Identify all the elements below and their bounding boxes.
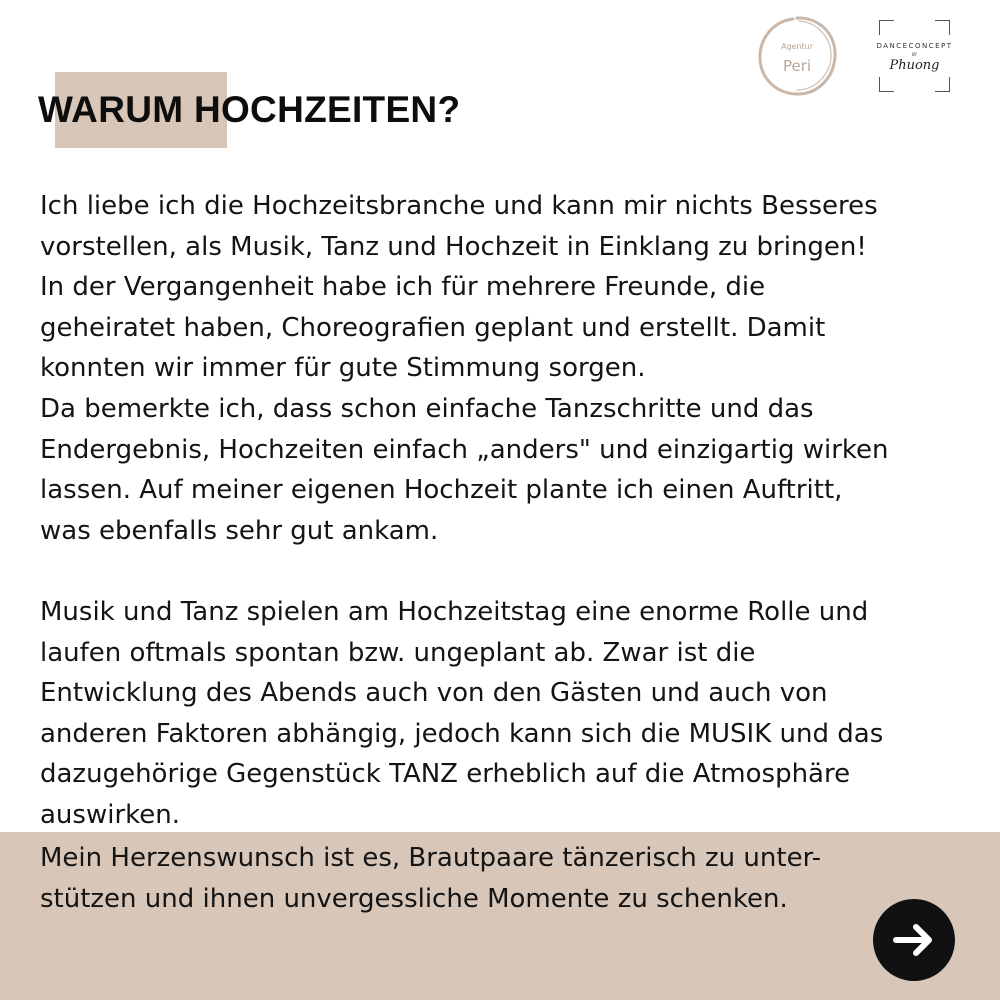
logo-danceconcept-by: BY bbox=[912, 52, 917, 57]
closing-line: stützen und ihnen unvergessliche Momente zu schenken. bbox=[40, 883, 788, 914]
paragraph-1-line: In der Vergangenheit habe ich für mehrere Freunde, die bbox=[40, 272, 766, 303]
logo-frame-corner bbox=[879, 77, 894, 92]
logo-danceconcept-signature: Phuong bbox=[889, 58, 940, 73]
danceconcept-logo bbox=[867, 20, 962, 92]
paragraph-1-line: konnten wir immer für gute Stimmung sorgen. bbox=[40, 353, 646, 384]
paragraph-2-line: anderen Faktoren abhängig, jedoch kann sich die MUSIK und das bbox=[40, 718, 884, 749]
paragraph-1-line: Endergebnis, Hochzeiten einfach „anders" und einzigartig wirken bbox=[40, 434, 889, 465]
paragraph-1-line: was ebenfalls sehr gut ankam. bbox=[40, 515, 439, 546]
logo-frame-corner bbox=[935, 20, 950, 35]
paragraph-2-line: dazugehörige Gegenstück TANZ erheblich auf die Atmosphäre bbox=[40, 759, 851, 790]
paragraph-1-line: geheiratet haben, Choreografien geplant und erstellt. Damit bbox=[40, 312, 826, 343]
paragraph-1-line: Ich liebe ich die Hochzeitsbranche und kann mir nichts Besseres bbox=[40, 191, 878, 221]
page-title: WARUM HOCHZEITEN? bbox=[38, 89, 461, 130]
logo-frame-corner bbox=[879, 20, 894, 35]
paragraph-gap bbox=[40, 551, 980, 592]
logo-frame-corner bbox=[935, 77, 950, 92]
paragraph-1-line: Da bemerkte ich, dass schon einfache Tanzschritte und das bbox=[40, 393, 814, 424]
paragraph-2-line: laufen oftmals spontan bzw. ungeplant ab. Zwar ist die bbox=[40, 637, 756, 668]
body-text bbox=[40, 186, 980, 836]
logo-peri-small-text: Agentur bbox=[780, 42, 814, 51]
paragraph-2-line: Musik und Tanz spielen am Hochzeitstag eine enorme Rolle und bbox=[40, 596, 869, 627]
paragraph-1-line: vorstellen, als Musik, Tanz und Hochzeit in Einklang zu bringen! bbox=[40, 231, 867, 262]
agentur-peri-logo bbox=[753, 12, 841, 100]
logo-danceconcept-title: DANCECONCEPT bbox=[876, 42, 953, 50]
paragraph-2-line: auswirken. bbox=[40, 799, 181, 830]
arrow-right-icon bbox=[890, 916, 938, 964]
logo-peri-name: Peri bbox=[782, 57, 812, 75]
closing-text bbox=[40, 838, 980, 919]
brush-circle-icon bbox=[753, 12, 841, 100]
paragraph-1-line: lassen. Auf meiner eigenen Hochzeit plante ich einen Auftritt, bbox=[40, 475, 843, 506]
next-slide-button[interactable] bbox=[873, 899, 955, 981]
paragraph-2-line: Entwicklung des Abends auch von den Gästen und auch von bbox=[40, 678, 828, 709]
closing-line: Mein Herzenswunsch ist es, Brautpaare tänzerisch zu unter- bbox=[40, 843, 821, 873]
